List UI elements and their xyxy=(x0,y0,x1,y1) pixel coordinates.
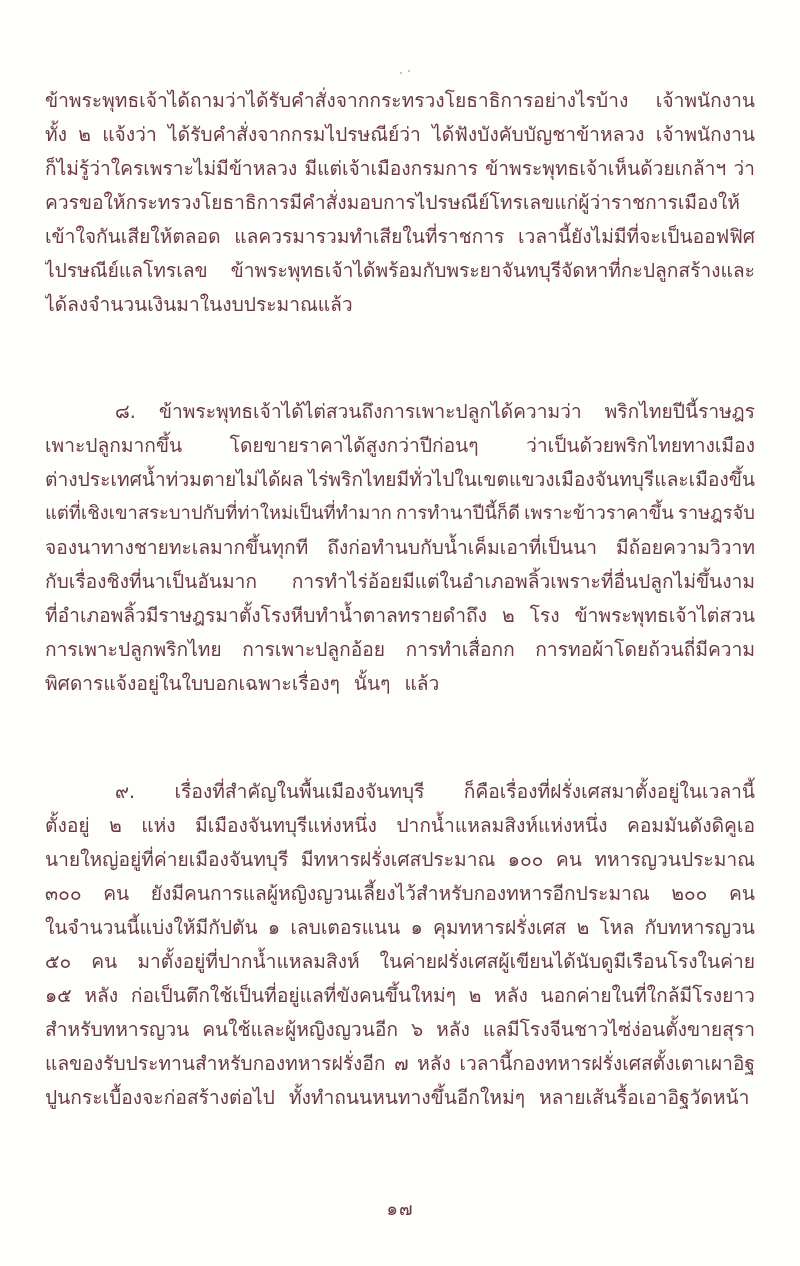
text-line xyxy=(45,395,755,429)
text-segment: ควรขอให้กระทรวงโยธาธิการมีคำสั่งมอบการไปรษณีย์โทรเลขแก่ผู้ว่าราชการเมืองให้ xyxy=(45,191,740,214)
text-segment: คอมมันดังดิคูเอ xyxy=(626,814,755,837)
text-line xyxy=(45,809,755,843)
text-segment: นั้นๆ xyxy=(353,672,391,695)
text-segment: โหล xyxy=(599,916,635,939)
text-segment: นายใหญ่อยู่ที่ค่ายเมืองจันทบุรี xyxy=(45,848,289,871)
text-segment: แลมีโรงจีนชาวไซ่ง่อนตั้งขายสุรา xyxy=(482,1018,755,1041)
text-segment: เลบเตอรแนน xyxy=(290,916,401,939)
text-segment: ในค่ายฝรั่งเศสผู้เขียนได้นับดูมีเรือนโรงในค่าย xyxy=(379,950,755,973)
text-segment: ๖ xyxy=(410,1018,424,1041)
text-segment: การเพาะปลูกอ้อย xyxy=(242,638,386,661)
text-segment: ทั้งทำถนนหนทางขึ้นอีกใหม่ๆ xyxy=(288,1086,526,1109)
text-segment: ว่าเป็นด้วยพริกไทยทางเมือง xyxy=(526,434,755,457)
text-segment: เจ้าพนักงาน xyxy=(655,89,755,112)
text-line xyxy=(45,84,755,118)
text-segment: หลายเส้นรื้อเอาอิฐวัดหน้า xyxy=(539,1086,750,1109)
text-segment: กับเรื่องชิงที่นาเป็นอันมาก xyxy=(45,570,258,593)
text-segment: ต่างประเทศน้ำท่วมตายไม่ได้ผล xyxy=(45,468,304,491)
text-segment: ตั้งอยู่ xyxy=(45,814,90,837)
text-line xyxy=(45,429,755,463)
text-line xyxy=(45,497,755,531)
text-segment: มีแต่เจ้าเมืองกรมการ xyxy=(304,157,478,180)
text-segment: สำหรับทหารญวน xyxy=(45,1018,190,1041)
text-line xyxy=(45,288,755,322)
text-line xyxy=(45,565,755,599)
text-segment: แจ้งว่า xyxy=(102,123,157,146)
text-line xyxy=(45,633,755,667)
text-segment: ข้าพระพุทธเจ้าได้พร้อมกับพระยาจันทบุรีจัดหาที่กะปลูกสร้างและ xyxy=(230,259,755,282)
text-segment: การทำเสื่อกก xyxy=(405,638,515,661)
text-segment: แต่ที่เชิงเขาสระบาปกับที่ท่าใหม่เป็นที่ทำมาก xyxy=(45,503,392,524)
text-segment: แห่ง xyxy=(141,814,176,837)
text-segment: คน xyxy=(103,882,130,905)
text-segment: ว่า xyxy=(733,157,755,180)
text-segment: เรื่องที่สำคัญในพื้นเมืองจันทบุรี xyxy=(174,780,425,803)
text-segment: มีเมืองจันทบุรีแห่งหนึ่ง xyxy=(195,814,377,837)
text-segment: ทหารญวนประมาณ xyxy=(594,848,755,871)
text-segment: ได้ลงจำนวนเงินมาในงบประมาณแล้ว xyxy=(45,293,353,316)
text-line xyxy=(45,1013,755,1047)
text-line xyxy=(45,118,755,152)
text-line xyxy=(45,1047,755,1081)
text-segment: เพาะปลูกมากขึ้น xyxy=(45,434,183,457)
text-segment: ๕๐ xyxy=(45,950,72,973)
text-segment: ๙. xyxy=(115,780,136,803)
text-segment: ๒ xyxy=(468,984,482,1007)
text-line xyxy=(45,152,755,186)
page-number: ๑๗ xyxy=(386,1199,414,1220)
text-segment: แลของรับประทานสำหรับกองทหารฝรั่งอีก xyxy=(45,1052,386,1075)
text-segment: นอกค่ายในที่ใกล้มีโรงยาว xyxy=(540,984,755,1007)
text-segment: ๑๕ xyxy=(45,984,72,1007)
text-line xyxy=(45,775,755,809)
text-segment: ไปรษณีย์แลโทรเลข xyxy=(45,259,208,282)
paper-speck xyxy=(400,70,414,76)
text-segment: ได้ฟังบังคับบัญชาข้าหลวง xyxy=(432,123,645,146)
text-line xyxy=(45,531,755,565)
text-segment: ข้าพระพุทธเจ้าไต่สวน xyxy=(574,604,755,627)
text-segment: เข้าใจกันเสียให้ตลอด xyxy=(45,225,221,248)
text-segment: ถึงก่อทำนบกับน้ำเค็มเอาที่เป็นนา xyxy=(327,536,598,559)
text-segment: ข้าพระพุทธเจ้าเห็นด้วยเกล้าฯ xyxy=(485,157,727,180)
text-segment: พิศดารแจ้งอยู่ในใบบอกเฉพาะเรื่องๆ xyxy=(45,672,340,695)
text-segment: การทอผ้าโดยถ้วนถี่มีความ xyxy=(535,638,755,661)
text-segment: เจ้าพนักงาน xyxy=(655,123,755,146)
text-segment: ๑ xyxy=(410,916,423,939)
text-segment: มาตั้งอยู่ที่ปากน้ำแหลมสิงห์ xyxy=(137,950,360,973)
text-line xyxy=(45,877,755,911)
text-segment: คนใช้และผู้หญิงญวนอีก xyxy=(202,1018,398,1041)
text-segment: ในจำนวนนี้แบ่งให้มีกัปตัน xyxy=(45,916,258,939)
text-segment: เวลานี้กองทหารฝรั่งเศสตั้งเตาเผาอิฐ xyxy=(459,1052,755,1075)
paragraph-9 xyxy=(45,775,755,1115)
paragraph-continued xyxy=(45,84,755,322)
text-segment: ราษฎรจับ xyxy=(677,503,755,524)
text-segment: ๒ xyxy=(501,604,515,627)
text-line xyxy=(45,254,755,288)
text-segment: ได้รับคำสั่งจากกรมไปรษณีย์ว่า xyxy=(167,123,421,146)
text-segment: เพราะข้าวราคาขึ้น xyxy=(524,503,674,524)
text-segment: เวลานี้ยังไม่มีที่จะเป็นออฟฟิศ xyxy=(518,225,755,248)
text-segment: ปูนกระเบื้องจะก่อสร้างต่อไป xyxy=(45,1086,275,1109)
text-segment: ๓๐๐ xyxy=(45,882,82,905)
text-segment: ก็คือเรื่องที่ฝรั่งเศสมาตั้งอยู่ในเวลานี้ xyxy=(463,780,755,803)
text-segment: พริกไทยปีนี้ราษฎร xyxy=(604,400,755,423)
text-segment: ๒ xyxy=(576,916,590,939)
text-segment: ก็ไม่รู้ว่าใครเพราะไม่มีข้าหลวง xyxy=(45,157,298,180)
text-segment: ๑๐๐ xyxy=(507,848,544,871)
text-line xyxy=(45,599,755,633)
text-segment: ข้าพระพุทธเจ้าได้ไต่สวนถึงการเพาะปลูกได้ความว่า xyxy=(158,400,582,423)
text-segment: โรง xyxy=(529,604,560,627)
text-segment: โดยขายราคาได้สูงกว่าปีก่อนๆ xyxy=(229,434,479,457)
text-line xyxy=(45,911,755,945)
text-line xyxy=(45,220,755,254)
text-line xyxy=(45,463,755,497)
text-segment: หลัง xyxy=(436,1018,470,1041)
text-segment: ๘. xyxy=(115,400,136,423)
text-segment: ข้าพระพุทธเจ้าได้ถามว่าได้รับคำสั่งจากกระทรวงโยธาธิการอย่างไรบ้าง xyxy=(45,89,629,112)
text-segment: มีทหารฝรั่งเศสประมาณ xyxy=(300,848,496,871)
text-segment: การทำนาปีนี้ก็ดี xyxy=(395,503,520,524)
text-segment: กับทหารญวน xyxy=(644,916,755,939)
text-segment: การทำไร่อ้อยมีแต่ในอำเภอพลิ้วเพราะที่อื่นปลูกไม่ขึ้นงาม xyxy=(291,570,755,593)
text-line xyxy=(45,1081,755,1115)
text-segment: มีถ้อยความวิวาท xyxy=(615,536,755,559)
paragraph-8 xyxy=(45,395,755,701)
text-line xyxy=(45,979,755,1013)
text-segment: คน xyxy=(555,848,582,871)
text-segment: แลควรมารวมทำเสียในที่ราชการ xyxy=(234,225,505,248)
text-segment: ยังมีคนการแลผู้หญิงญวนเลี้ยงไว้สำหรับกองทหารอีกประมาณ xyxy=(150,882,650,905)
text-segment: คุมทหารฝรั่งเศส xyxy=(433,916,567,939)
text-segment: ปากน้ำแหลมสิงห์แห่งหนึ่ง xyxy=(396,814,608,837)
text-line xyxy=(45,186,755,220)
text-segment: ทั้ง xyxy=(45,123,68,146)
text-segment: ๒๐๐ xyxy=(671,882,708,905)
text-segment: จองนาทางชายทะเลมากขึ้นทุกที xyxy=(45,536,309,559)
text-segment: ๗ xyxy=(394,1052,409,1075)
text-line xyxy=(45,843,755,877)
text-line xyxy=(45,667,755,701)
text-segment: คน xyxy=(91,950,118,973)
text-segment: หลัง xyxy=(494,984,528,1007)
text-segment: ไร่พริกไทยมีทั่วไปในเขตแขวงเมืองจันทบุรีและเมืองขึ้น xyxy=(308,468,755,491)
text-segment: ๒ xyxy=(78,123,91,146)
text-segment: ๑ xyxy=(267,916,281,939)
text-segment: แล้ว xyxy=(404,672,440,695)
text-segment: คน xyxy=(729,882,755,905)
text-segment: ที่อำเภอพลิ้วมีราษฎรมาตั้งโรงหีบทำน้ำตาลทรายดำถึง xyxy=(45,604,487,627)
text-segment: ๒ xyxy=(109,814,122,837)
text-segment: ก่อเป็นตึกใช้เป็นที่อยู่แลที่ขังคนขึ้นใหม่ๆ xyxy=(130,984,457,1007)
text-segment: หลัง xyxy=(417,1052,451,1075)
text-line xyxy=(45,945,755,979)
text-segment: หลัง xyxy=(84,984,119,1007)
text-segment: การเพาะปลูกพริกไทย xyxy=(45,638,222,661)
